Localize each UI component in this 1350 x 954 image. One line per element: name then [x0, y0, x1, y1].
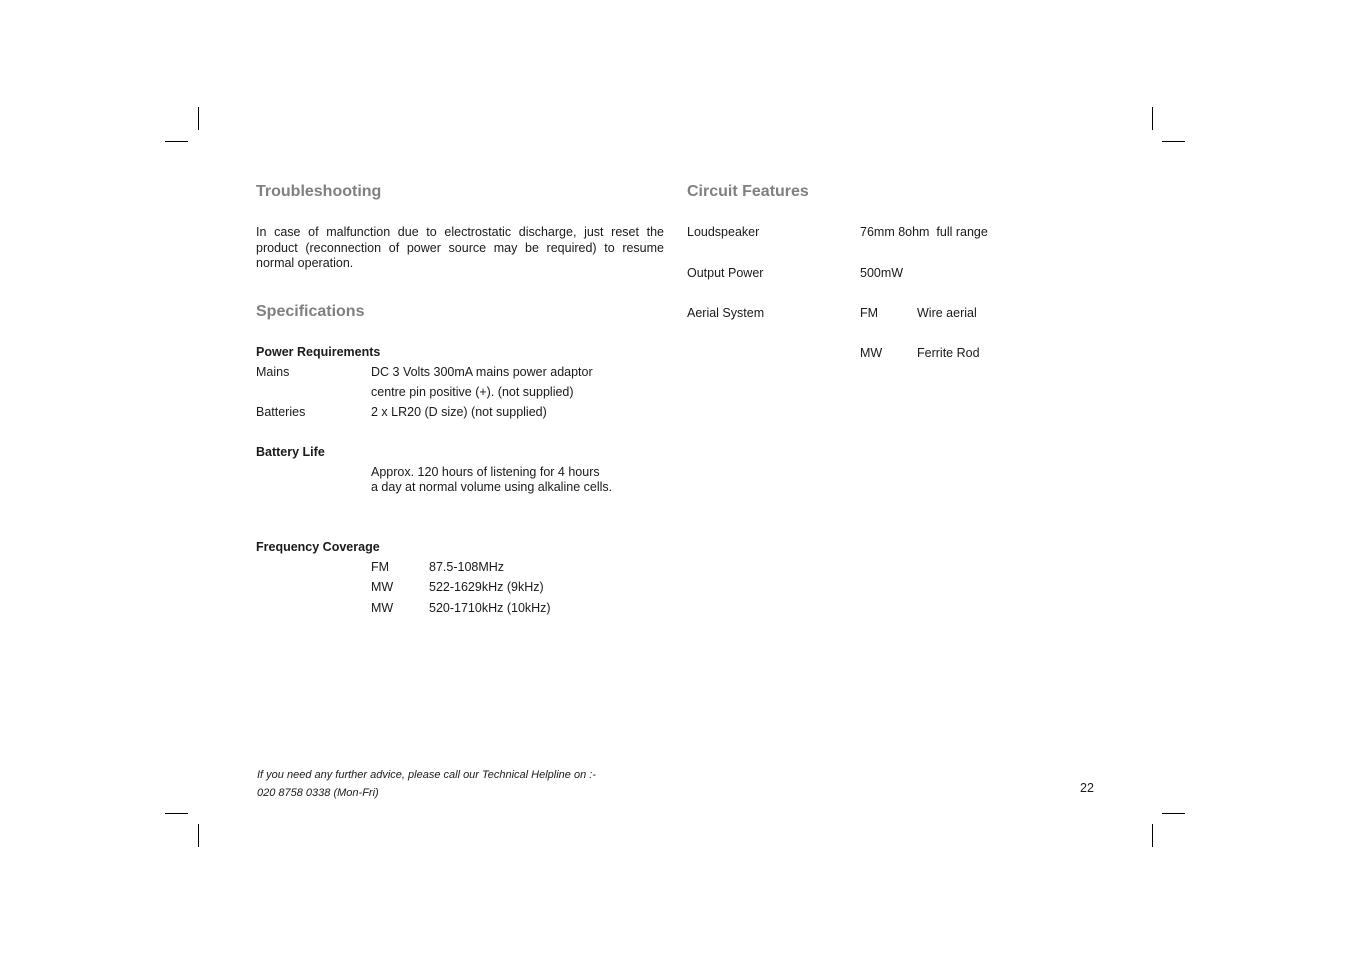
batteries-value: 2 x LR20 (D size) (not supplied) [371, 405, 547, 419]
output-power-label: Output Power [687, 266, 764, 280]
power-requirements-heading: Power Requirements [256, 345, 381, 359]
battery-life-heading: Battery Life [256, 445, 325, 459]
crop-mark-bottom-right-horizontal [1162, 813, 1185, 814]
crop-mark-top-left-horizontal [165, 141, 188, 142]
frequency-range-mw-9khz: 522-1629kHz (9kHz) [429, 580, 544, 594]
aerial-band-mw: MW [860, 346, 883, 360]
battery-life-line1: Approx. 120 hours of listening for 4 hours [371, 465, 600, 479]
loudspeaker-label: Loudspeaker [687, 225, 760, 239]
crop-mark-top-right-vertical [1152, 107, 1153, 130]
crop-mark-bottom-left-vertical [198, 824, 199, 847]
specifications-heading: Specifications [256, 303, 365, 320]
mains-label: Mains [256, 365, 290, 379]
crop-mark-top-right-horizontal [1162, 141, 1185, 142]
output-power-value: 500mW [860, 266, 904, 280]
crop-mark-top-left-vertical [198, 107, 199, 130]
troubleshooting-heading: Troubleshooting [256, 183, 382, 200]
loudspeaker-value: 76mm 8ohm full range [860, 225, 988, 239]
mains-value-line2: centre pin positive (+). (not supplied) [371, 385, 574, 399]
crop-mark-bottom-right-vertical [1152, 824, 1153, 847]
frequency-range-mw-10khz: 520-1710kHz (10kHz) [429, 601, 551, 615]
frequency-coverage-heading: Frequency Coverage [256, 540, 380, 554]
aerial-type-mw: Ferrite Rod [917, 346, 980, 360]
troubleshooting-paragraph: In case of malfunction due to electrostatic discharge, just reset the product (reconnection of power source may be required) to resume normal operation. [256, 225, 664, 270]
frequency-band-fm: FM [371, 560, 390, 574]
helpline-phone: 020 8758 0338 (Mon-Fri) [257, 787, 379, 799]
crop-mark-bottom-left-horizontal [165, 813, 188, 814]
battery-life-line2: a day at normal volume using alkaline cells. [371, 480, 613, 494]
aerial-system-label: Aerial System [687, 306, 765, 320]
frequency-band-mw-10khz: MW [371, 601, 394, 615]
mains-value-line1: DC 3 Volts 300mA mains power adaptor [371, 365, 593, 379]
batteries-label: Batteries [256, 405, 306, 419]
frequency-range-fm: 87.5-108MHz [429, 560, 505, 574]
page-number: 22 [1080, 781, 1094, 795]
aerial-type-fm: Wire aerial [917, 306, 977, 320]
helpline-line1: If you need any further advice, please call our Technical Helpline on :- [257, 769, 596, 781]
aerial-band-fm: FM [860, 306, 879, 320]
frequency-band-mw-9khz: MW [371, 580, 394, 594]
circuit-features-heading: Circuit Features [687, 183, 809, 200]
